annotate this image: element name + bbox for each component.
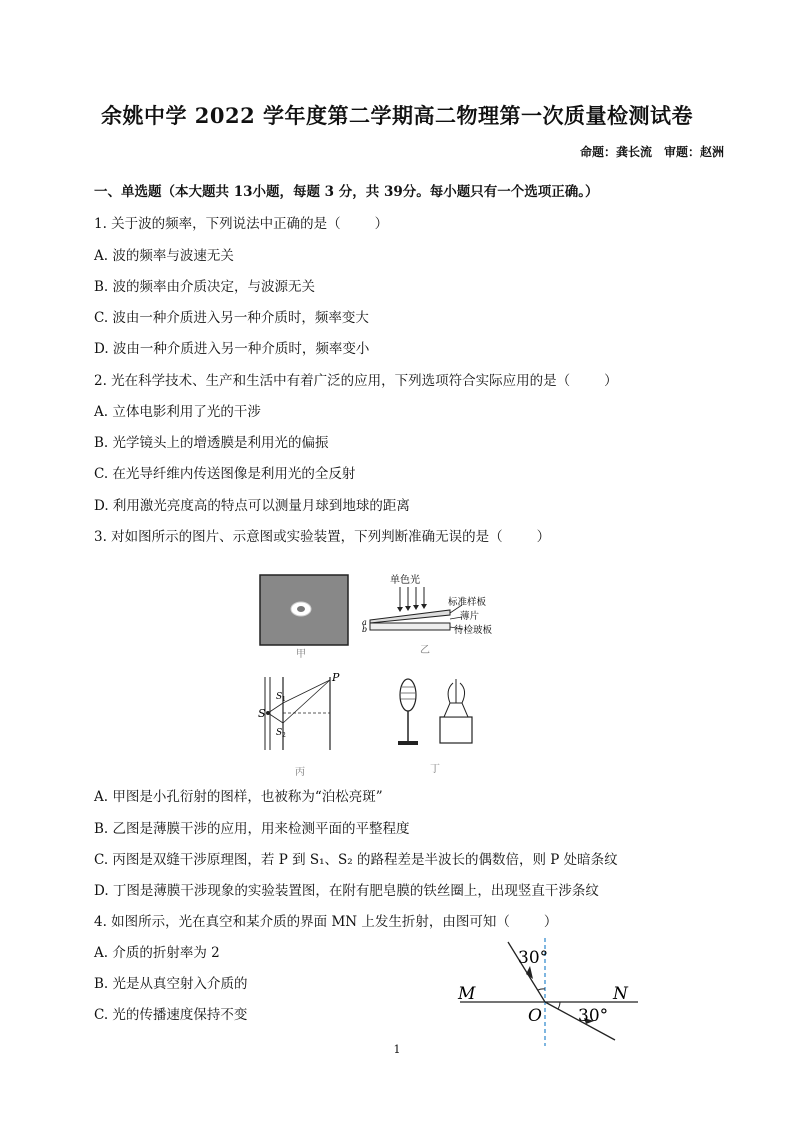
label-angle-bottom: 30° — [578, 1006, 609, 1026]
ray-s1-p — [283, 680, 330, 703]
question-1-option-c: C. 波由一种介质进入另一种介质时，频率变大 — [94, 310, 369, 326]
question-4-option-c: C. 光的传播速度保持不变 — [94, 1007, 248, 1023]
light-arrows — [400, 587, 424, 611]
label-P: P — [332, 671, 340, 684]
label-angle-top: 30° — [518, 948, 549, 968]
label-S: S — [258, 707, 266, 720]
question-3-option-a: A. 甲图是小孔衍射的图样，也被称为“泊松亮斑” — [94, 789, 383, 805]
lamp-flame — [448, 679, 464, 703]
label-a: a — [362, 618, 367, 627]
question-3-option-d: D. 丁图是薄膜干涉现象的实验装置图，在附有肥皂膜的铁丝圈上，出现竖直干涉条纹 — [94, 883, 599, 899]
question-2-option-c: C. 在光导纤维内传送图像是利用光的全反射 — [94, 466, 356, 482]
question-1-option-b: B. 波的频率由介质决定，与波源无关 — [94, 279, 316, 295]
bright-spot-core — [297, 606, 305, 612]
question-2-close: ） — [604, 373, 618, 389]
authors-line: 命题：龚长流 审题：赵洲 — [579, 145, 724, 159]
arc-bottom — [558, 1002, 560, 1009]
question-3-option-c: C. 丙图是双缝干涉原理图，若 P 到 S₁、S₂ 的路程差是半波长的偶数倍，则 P 处暗条纹 — [94, 852, 618, 868]
label-ding: 丁 — [430, 764, 440, 775]
question-3-option-b: B. 乙图是薄膜干涉的应用，用来检测平面的平整程度 — [94, 821, 410, 837]
page-number: 1 — [393, 1043, 401, 1056]
lamp-box — [440, 717, 472, 743]
question-3-stem — [94, 525, 550, 545]
ray-s2-p — [283, 680, 330, 723]
page-title: 余姚中学 2022 学年度第二学期高二物理第一次质量检测试卷 — [100, 103, 694, 128]
wire-loop — [400, 679, 416, 711]
light-arrowheads — [397, 604, 427, 612]
question-2-text: 2. 光在科学技术、生产和生活中有着广泛的应用，下列选项符合实际应用的是（ — [94, 373, 571, 389]
loop-base — [398, 741, 418, 745]
question-3-figure — [250, 565, 530, 785]
question-1-option-d: D. 波由一种介质进入另一种介质时，频率变小 — [94, 341, 370, 357]
label-O: O — [528, 1006, 542, 1026]
label-jia: 甲 — [296, 649, 306, 660]
test-plate — [370, 623, 450, 630]
question-4-figure — [450, 938, 650, 1048]
question-2-option-b: B. 光学镜头上的增透膜是利用光的偏振 — [94, 435, 329, 451]
question-2-stem — [94, 369, 618, 389]
question-1-close: ） — [374, 216, 389, 232]
label-yi: 乙 — [420, 645, 430, 656]
label-mono-light: 单色光 — [390, 575, 420, 586]
question-1-text: 1. 关于波的频率，下列说法中正确的是（ — [94, 216, 341, 232]
question-4-option-b: B. 光是从真空射入介质的 — [94, 976, 248, 992]
label-b: b — [362, 625, 368, 634]
label-S2-sub: 2 — [282, 732, 286, 739]
label-N: N — [613, 984, 628, 1004]
question-1-stem — [94, 212, 388, 232]
section-heading: 一、单选题（本大题共 13小题，每题 3 分，共 39分。每小题只有一个选项正确。） — [94, 184, 599, 200]
label-S1: S — [276, 692, 283, 702]
label-sheet: 薄片 — [460, 611, 480, 622]
question-3-close: ） — [536, 529, 551, 545]
question-4-close: ） — [543, 914, 558, 930]
question-4-text: 4. 如图所示，光在真空和某介质的界面 MN 上发生折射，由图可知（ — [94, 914, 510, 930]
label-bing: 丙 — [295, 767, 305, 778]
label-S2: S — [276, 728, 283, 738]
question-4-option-a: A. 介质的折射率为 2 — [94, 945, 220, 961]
question-2-option-a: A. 立体电影利用了光的干涉 — [94, 404, 261, 420]
question-4-stem — [94, 910, 557, 930]
standard-plate — [370, 610, 450, 623]
lamp-body — [444, 703, 468, 717]
label-test-plate: 待检玻板 — [454, 625, 493, 636]
arc-top — [538, 989, 545, 990]
label-M: M — [458, 984, 476, 1004]
question-3-text: 3. 对如图所示的图片、示意图或实验装置，下列判断准确无误的是（ — [94, 529, 503, 545]
label-std-plate: 标准样板 — [448, 597, 487, 608]
question-1-option-a: A. 波的频率与波速无关 — [94, 248, 234, 264]
label-S1-sub: 1 — [282, 696, 286, 703]
question-2-option-d: D. 利用激光亮度高的特点可以测量月球到地球的距离 — [94, 498, 410, 514]
